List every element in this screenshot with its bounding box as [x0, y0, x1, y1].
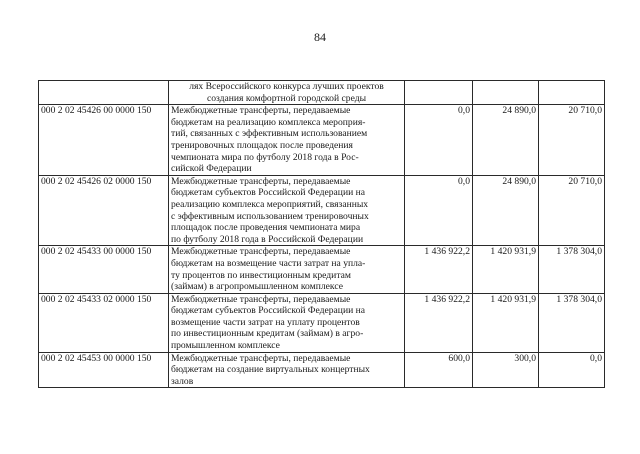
name-line: залов: [171, 375, 194, 387]
page-number: 84: [314, 30, 326, 44]
table-cell-value-2: 24 890,0: [473, 105, 539, 176]
table-cell-name: [169, 81, 405, 105]
name-line: площадок после проведения чемпионата мира: [171, 222, 361, 234]
table-row: [39, 105, 605, 176]
name-line: бюджетам на возмещение части затрат на упла-: [171, 257, 366, 269]
table-cell-code: [39, 81, 169, 105]
budget-table: [38, 80, 605, 388]
name-line: бюджетам на создание виртуальных концертных: [171, 364, 370, 376]
name-line: по инвестиционным кредитам (займам) в агро-: [171, 328, 364, 340]
name-line: Межбюджетные трансферты, передаваемые: [171, 105, 351, 117]
name-line: Межбюджетные трансферты, передаваемые: [171, 246, 351, 258]
name-line: возмещение части затрат на уплату процентов: [171, 316, 360, 328]
table-cell-value-2: 300,0: [473, 352, 539, 388]
name-line: чемпионата мира по футболу 2018 года в Рос-: [171, 151, 359, 163]
table-cell-value-3: 1 378 304,0: [539, 246, 605, 293]
table-cell-code: 000 2 02 45433 00 0000 150: [39, 246, 169, 293]
name-line: Межбюджетные трансферты, передаваемые: [171, 352, 351, 364]
table-cell-value-1: 1 436 922,2: [405, 293, 473, 352]
table-cell-value-1: 0,0: [405, 105, 473, 176]
name-line: промышленном комплексе: [171, 340, 280, 352]
table-cell-name: [169, 246, 405, 293]
table-cell-value-1: 600,0: [405, 352, 473, 388]
name-line: с эффективным использованием тренировочных: [171, 210, 369, 222]
table-cell-value-2: 1 420 931,9: [473, 293, 539, 352]
table-cell-name: [169, 175, 405, 246]
table-cell-name: [169, 105, 405, 176]
table-cell-code: 000 2 02 45453 00 0000 150: [39, 352, 169, 388]
name-line: по футболу 2018 года в Российской Федерации: [171, 233, 364, 245]
table-cell-value: [539, 81, 605, 105]
table-cell-name: [169, 352, 405, 388]
table-cell-value-3: 20 710,0: [539, 175, 605, 246]
name-line: Межбюджетные трансферты, передаваемые: [171, 293, 351, 305]
table-cell-value-3: 20 710,0: [539, 105, 605, 176]
name-line: реализацию комплекса мероприятий, связанных: [171, 198, 369, 210]
table-row: [39, 246, 605, 293]
name-line: лях Всероссийского конкурса лучших проектов: [189, 81, 384, 92]
table-cell-value-1: 0,0: [405, 175, 473, 246]
name-line: тренировочных площадок после проведения: [171, 139, 353, 151]
name-line: тий, связанных с эффективным использованием: [171, 128, 368, 140]
name-line: ту процентов по инвестиционным кредитам: [171, 269, 351, 281]
table-cell-value: [473, 81, 539, 105]
table-cell-code: 000 2 02 45426 02 0000 150: [39, 175, 169, 246]
table-cell-name: [169, 293, 405, 352]
table-row: [39, 352, 605, 388]
name-line: Межбюджетные трансферты, передаваемые: [171, 175, 351, 187]
name-line: бюджетам субъектов Российской Федерации на: [171, 187, 366, 199]
name-line: (займам) в агропромышленном комплексе: [171, 281, 343, 293]
name-line: создания комфортной городской среды: [206, 92, 367, 104]
name-line: сийской Федерации: [171, 163, 252, 175]
table-cell-value-3: 0,0: [539, 352, 605, 388]
table-cell-value-2: 24 890,0: [473, 175, 539, 246]
name-line: бюджетам субъектов Российской Федерации на: [171, 305, 366, 317]
table-cell-code: 000 2 02 45433 02 0000 150: [39, 293, 169, 352]
table-row: [39, 293, 605, 352]
name-line: бюджетам на реализацию комплекса мероприя-: [171, 116, 366, 128]
table-cell-value: [405, 81, 473, 105]
table-cell-code: 000 2 02 45426 00 0000 150: [39, 105, 169, 176]
table-row-continuation: [39, 81, 605, 105]
table-row: [39, 175, 605, 246]
table-cell-value-2: 1 420 931,9: [473, 246, 539, 293]
table-cell-value-1: 1 436 922,2: [405, 246, 473, 293]
table-cell-value-3: 1 378 304,0: [539, 293, 605, 352]
